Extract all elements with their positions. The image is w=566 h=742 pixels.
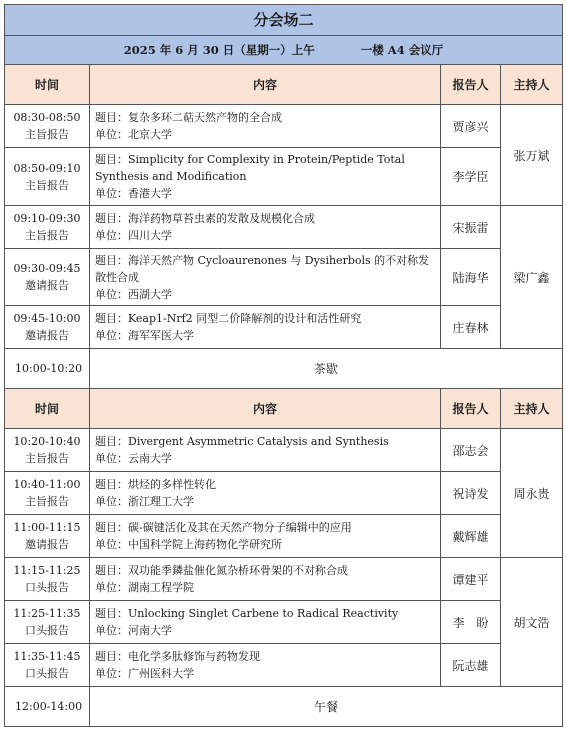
time-range: 11:15-11:25 <box>13 564 81 577</box>
talk-type: 邀请报告 <box>25 279 69 292</box>
talk-title: 题目：电化学多肽修饰与药物发现 <box>95 650 260 663</box>
talk-type: 口头报告 <box>25 667 69 680</box>
speaker-name: 陆海华 <box>441 249 501 306</box>
talk-unit: 单位：广州医科大学 <box>95 667 194 680</box>
time-range: 09:45-10:00 <box>13 312 81 325</box>
schedule-sheet <box>4 4 562 727</box>
table-row <box>5 105 563 148</box>
talk-unit: 单位：海军军医大学 <box>95 329 194 342</box>
break-label: 午餐 <box>90 687 563 727</box>
talk-title: 题目：烘烃的多样性转化 <box>95 478 216 491</box>
talk-type: 主旨报告 <box>25 495 69 508</box>
talk-title: 题目：海洋天然产物 Cycloaurenones 与 Dysiherbols 的不对称发散性合成 <box>95 253 430 284</box>
table-row <box>5 249 563 306</box>
talk-unit: 单位：云南大学 <box>95 452 172 465</box>
content-cell <box>90 515 441 558</box>
header-time: 时间 <box>5 65 90 105</box>
time-cell <box>5 644 90 687</box>
talk-title: 题目：复杂多环二萜天然产物的全合成 <box>95 111 282 124</box>
schedule-table <box>4 4 563 727</box>
time-range: 08:50-09:10 <box>13 161 81 175</box>
speaker-name: 邵志会 <box>441 429 501 472</box>
talk-type: 邀请报告 <box>25 538 69 551</box>
content-cell <box>90 644 441 687</box>
table-row <box>5 515 563 558</box>
talk-type: 邀请报告 <box>25 329 69 342</box>
table-row <box>5 206 563 249</box>
break-label: 茶歇 <box>90 349 563 389</box>
time-cell <box>5 206 90 249</box>
talk-type: 主旨报告 <box>25 452 69 465</box>
table-row <box>5 601 563 644</box>
talk-type: 口头报告 <box>25 581 69 594</box>
time-cell <box>5 515 90 558</box>
time-cell <box>5 148 90 206</box>
talk-type: 主旨报告 <box>25 229 69 242</box>
host-name: 梁广鑫 <box>501 206 563 349</box>
talk-title: 题目：Unlocking Singlet Carbene to Radical Reactivity <box>95 607 399 620</box>
speaker-name: 祝诗发 <box>441 472 501 515</box>
talk-unit: 单位：香港大学 <box>95 187 172 200</box>
header-content: 内容 <box>90 65 441 105</box>
table-row <box>5 644 563 687</box>
time-cell <box>5 558 90 601</box>
content-cell <box>90 558 441 601</box>
talk-title: 题目：碳-碳键活化及其在天然产物分子编辑中的应用 <box>95 521 352 534</box>
session-venue: 一楼 A4 会议厅 <box>360 43 444 57</box>
table-row <box>5 558 563 601</box>
time-range: 11:35-11:45 <box>13 650 81 663</box>
header-host: 主持人 <box>501 65 563 105</box>
time-cell <box>5 472 90 515</box>
talk-title: 题目：Keap1-Nrf2 同型二价降解剂的设计和活性研究 <box>95 312 362 325</box>
header-speaker: 报告人 <box>441 65 501 105</box>
talk-title: 题目：海洋药物草苔虫素的发散及规模化合成 <box>95 212 315 225</box>
content-cell <box>90 249 441 306</box>
break-row <box>5 349 563 389</box>
talk-unit: 单位：中国科学院上海药物化学研究所 <box>95 538 282 551</box>
content-cell <box>90 148 441 206</box>
time-range: 09:30-09:45 <box>13 262 81 275</box>
content-cell <box>90 105 441 148</box>
talk-title: 题目：双功能季鏻盐催化氮杂桥环骨架的不对称合成 <box>95 564 348 577</box>
header-host: 主持人 <box>501 389 563 429</box>
time-cell <box>5 601 90 644</box>
speaker-name: 庄春林 <box>441 306 501 349</box>
speaker-name: 阮志雄 <box>441 644 501 687</box>
speaker-name: 贾彦兴 <box>441 105 501 148</box>
host-name: 张万斌 <box>501 105 563 206</box>
header-time: 时间 <box>5 389 90 429</box>
table-row <box>5 472 563 515</box>
header-speaker: 报告人 <box>441 389 501 429</box>
time-cell <box>5 249 90 306</box>
speaker-name: 戴辉雄 <box>441 515 501 558</box>
speaker-name: 李 盼 <box>441 601 501 644</box>
table-row <box>5 429 563 472</box>
time-range: 10:20-10:40 <box>13 435 81 448</box>
header-content: 内容 <box>90 389 441 429</box>
talk-type: 主旨报告 <box>25 128 69 141</box>
content-cell <box>90 601 441 644</box>
talk-unit: 单位：西湖大学 <box>95 287 172 301</box>
talk-unit: 单位：北京大学 <box>95 128 172 141</box>
content-cell <box>90 206 441 249</box>
talk-title: 题目：Simplicity for Complexity in Protein/Peptide Total Synthesis and Modification <box>95 153 405 183</box>
session-date: 2025 年 6 月 30 日（星期一）上午 <box>123 43 315 57</box>
speaker-name: 宋振雷 <box>441 206 501 249</box>
time-cell <box>5 306 90 349</box>
talk-type: 主旨报告 <box>25 178 69 192</box>
talk-unit: 单位：河南大学 <box>95 624 172 637</box>
content-cell <box>90 472 441 515</box>
break-row <box>5 687 563 727</box>
time-range: 11:00-11:15 <box>13 521 81 534</box>
time-cell <box>5 105 90 148</box>
break-time: 10:00-10:20 <box>5 349 90 389</box>
speaker-name: 李学臣 <box>441 148 501 206</box>
content-cell <box>90 306 441 349</box>
speaker-name: 谭建平 <box>441 558 501 601</box>
table-row <box>5 306 563 349</box>
talk-title: 题目：Divergent Asymmetric Catalysis and Synthesis <box>95 435 389 448</box>
content-cell <box>90 429 441 472</box>
time-range: 08:30-08:50 <box>13 111 81 124</box>
talk-unit: 单位：四川大学 <box>95 229 172 242</box>
talk-type: 口头报告 <box>25 624 69 637</box>
talk-unit: 单位：湖南工程学院 <box>95 581 194 594</box>
host-name: 胡文浩 <box>501 558 563 687</box>
talk-unit: 单位：浙江理工大学 <box>95 495 194 508</box>
time-range: 11:25-11:35 <box>13 607 81 620</box>
time-range: 09:10-09:30 <box>13 212 81 225</box>
session-info <box>5 36 563 65</box>
time-range: 10:40-11:00 <box>13 478 81 491</box>
time-cell <box>5 429 90 472</box>
host-name: 周永贵 <box>501 429 563 558</box>
break-time: 12:00-14:00 <box>5 687 90 727</box>
session-title: 分会场二 <box>5 5 563 36</box>
table-row <box>5 148 563 206</box>
